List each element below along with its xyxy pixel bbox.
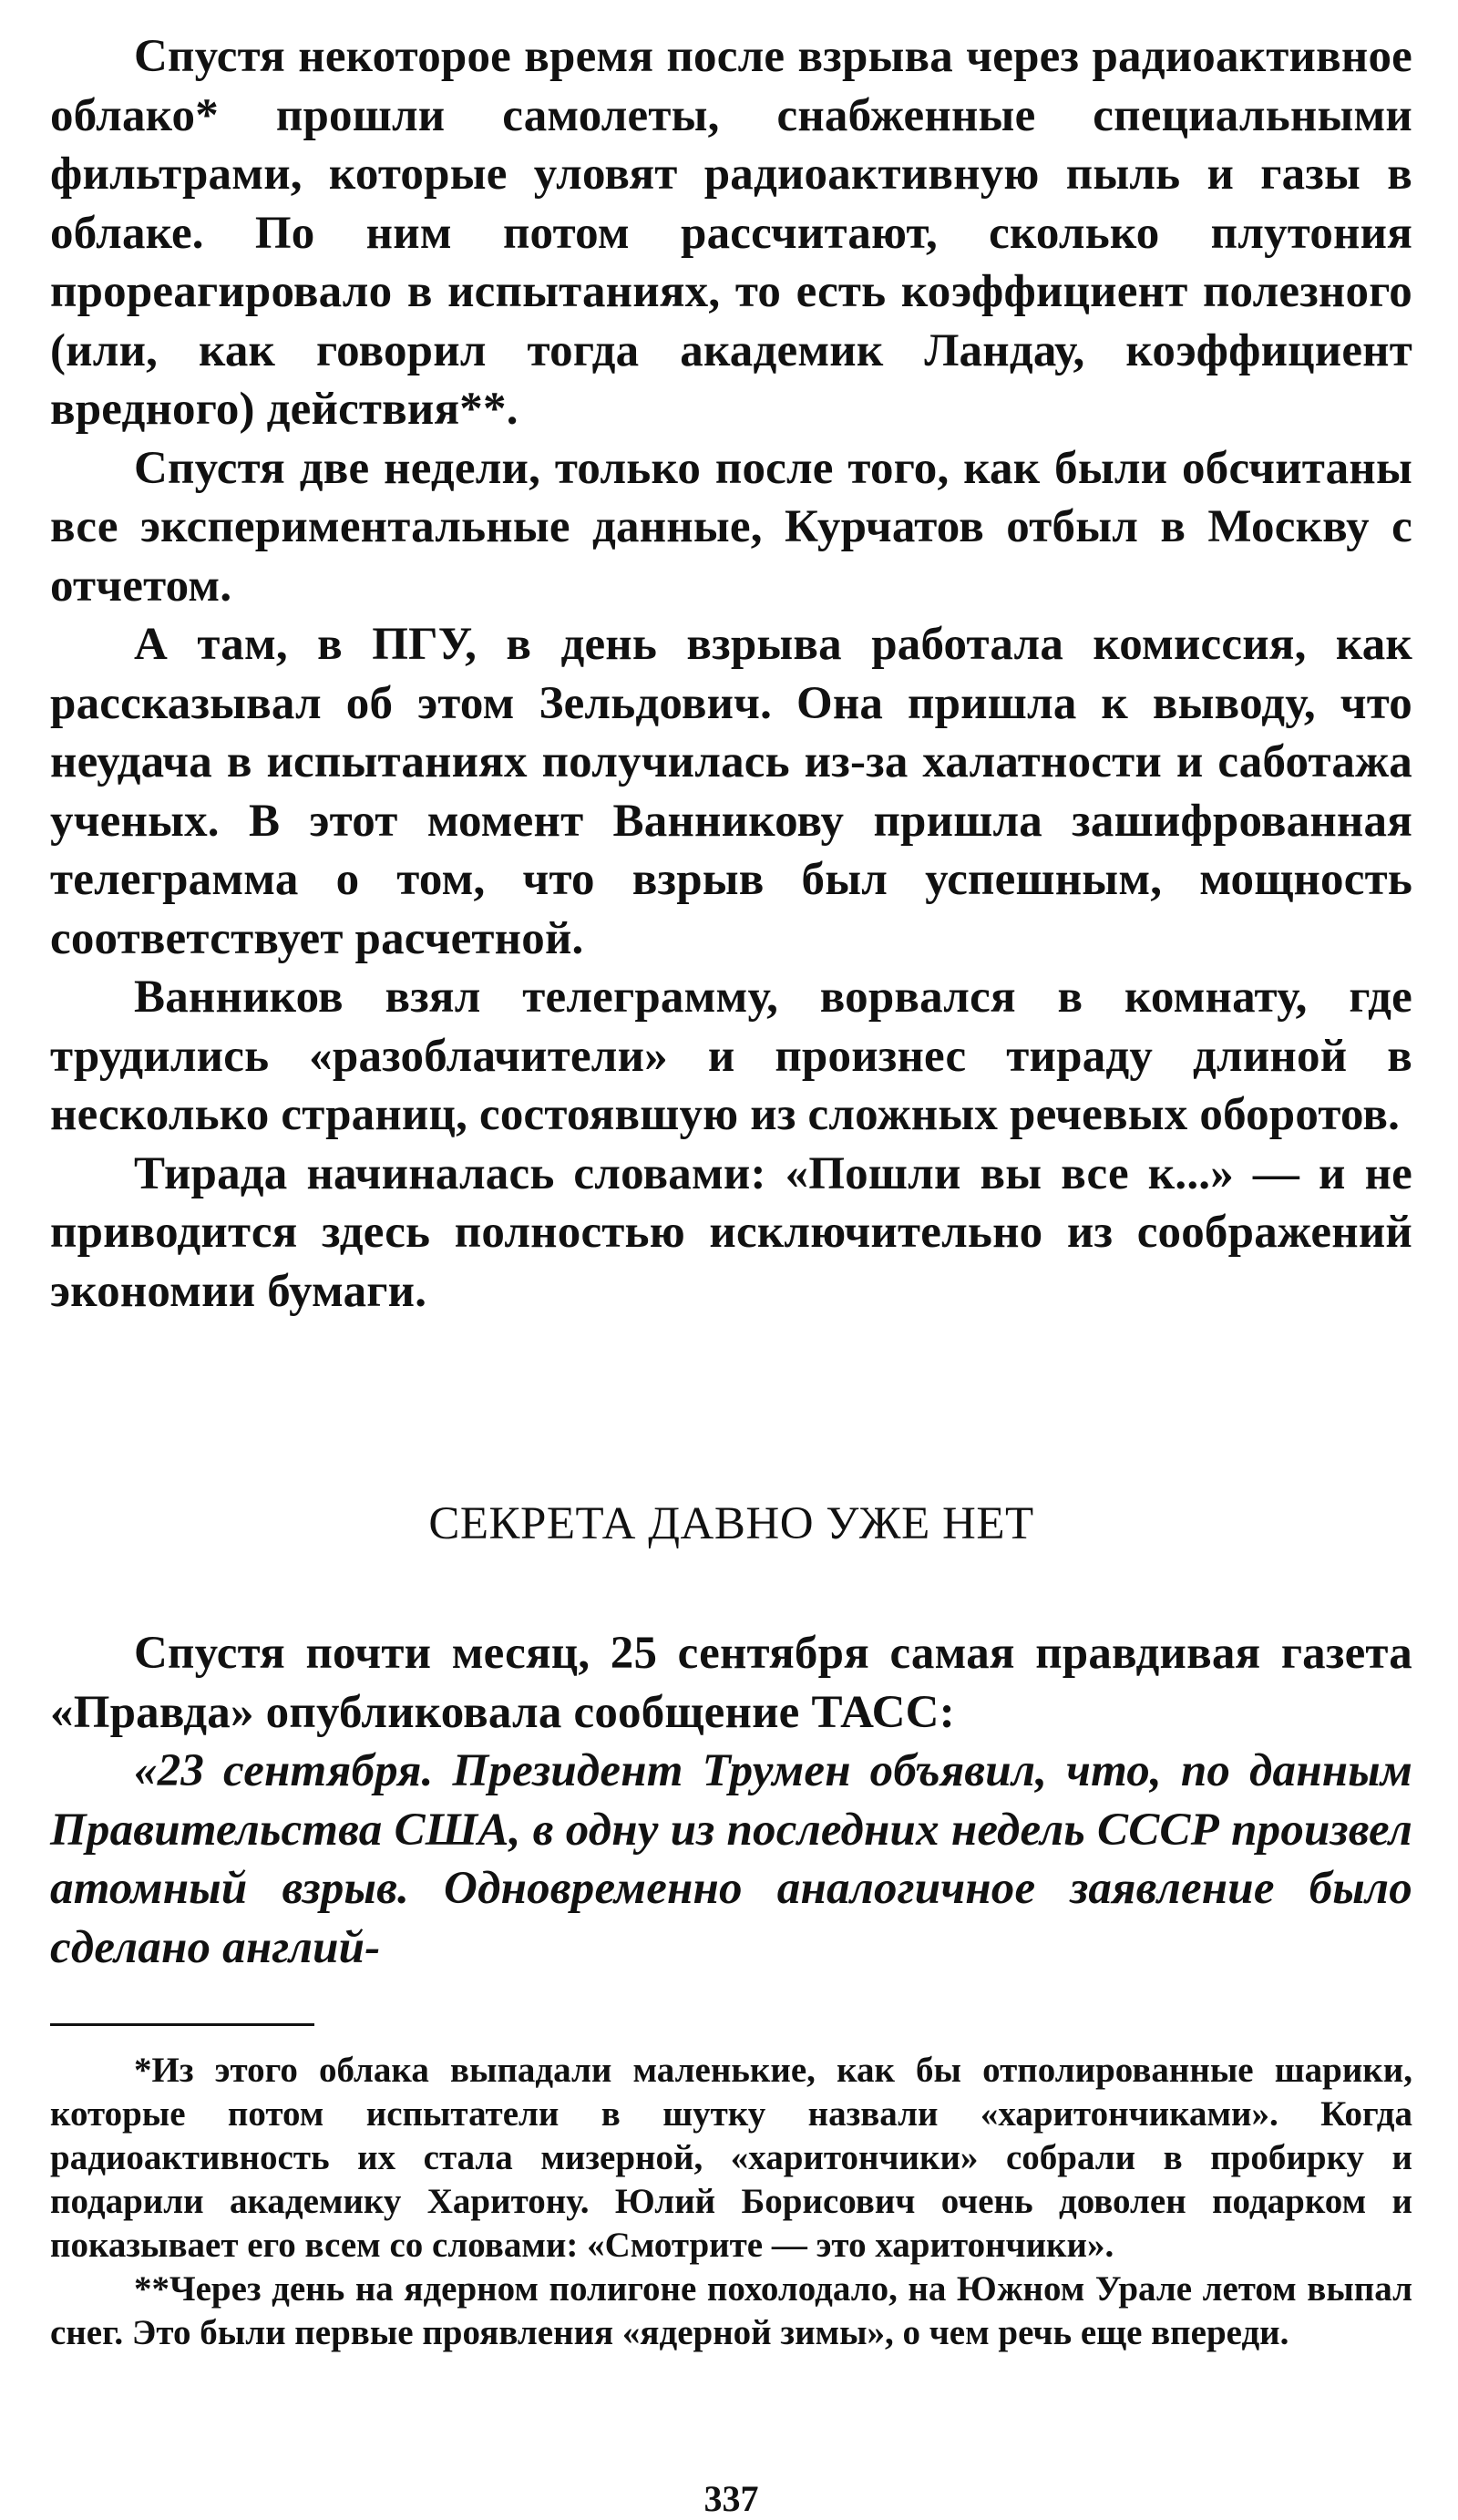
body-paragraph-1: Спустя некоторое время после взрыва через радиоактивное облако* прошли самолеты, снабженные специальными фильтрами, которые уловят радиоактивную пыль и газы в облаке. По ним потом рассчитают, сколько плутония прореагировало в испытаниях, то есть коэффициент полезного (или, как говорил тогда академик Ландау, коэффициент вредного) действия**. [50,31,1412,435]
footnote-2: **Через день на ядерном полигоне похолодало, на Южном Урале летом выпал снег. Это были первые проявления «ядерной зимы», о чем речь еще впереди. [50,2269,1412,2352]
section-body [50,1624,1412,1977]
tass-quote: «23 сентября. Президент Трумен объявил, что, по данным Правительства США, в одну из последних недель СССР произвел атомный взрыв. Одновременно аналогичное заявление было сделано англий- [50,1745,1412,1973]
section-paragraph: Спустя почти месяц, 25 сентября самая правдивая газета «Правда» опубликовала сообщение ТАСС: [50,1628,1412,1738]
body-paragraph-2: Спустя две недели, только после того, как были обсчитаны все экспериментальные данные, Курчатов отбыл в Москву с отчетом. [50,442,1412,612]
book-page [50,27,1412,2519]
section-heading: СЕКРЕТА ДАВНО УЖЕ НЕТ [428,1498,1034,1549]
page-number: 337 [703,2478,759,2519]
footnote-divider [50,2023,314,2026]
body-paragraph-3: А там, в ПГУ, в день взрыва работала комиссия, как рассказывал об этом Зельдович. Она пришла к выводу, что неудача в испытаниях получилась из-за халатности и саботажа ученых. В этот момент Ванникову пришла зашифрованная телеграмма о том, что взрыв был успешным, мощность соответствует расчетной. [50,619,1412,964]
footnotes [50,2049,1412,2355]
body-paragraph-4: Ванников взял телеграмму, ворвался в комнату, где трудились «разоблачители» и произнес тираду длиной в несколько страниц, состоявшую из сложных речевых оборотов. [50,972,1412,1140]
body-paragraph-5: Тирада начиналась словами: «Пошли вы все к...» — и не приводится здесь полностью исключительно из соображений экономии бумаги. [50,1147,1412,1317]
footnote-1: *Из этого облака выпадали маленькие, как бы отполированные шарики, которые потом испытатели в шутку назвали «харитончиками». Когда радиоактивность их стала мизерной, «харитончики» собрали в пробирку и подарили академику Харитону. Юлий Борисович очень доволен подарком и показывает его всем со словами: «Смотрите — это харитончики». [50,2051,1412,2265]
